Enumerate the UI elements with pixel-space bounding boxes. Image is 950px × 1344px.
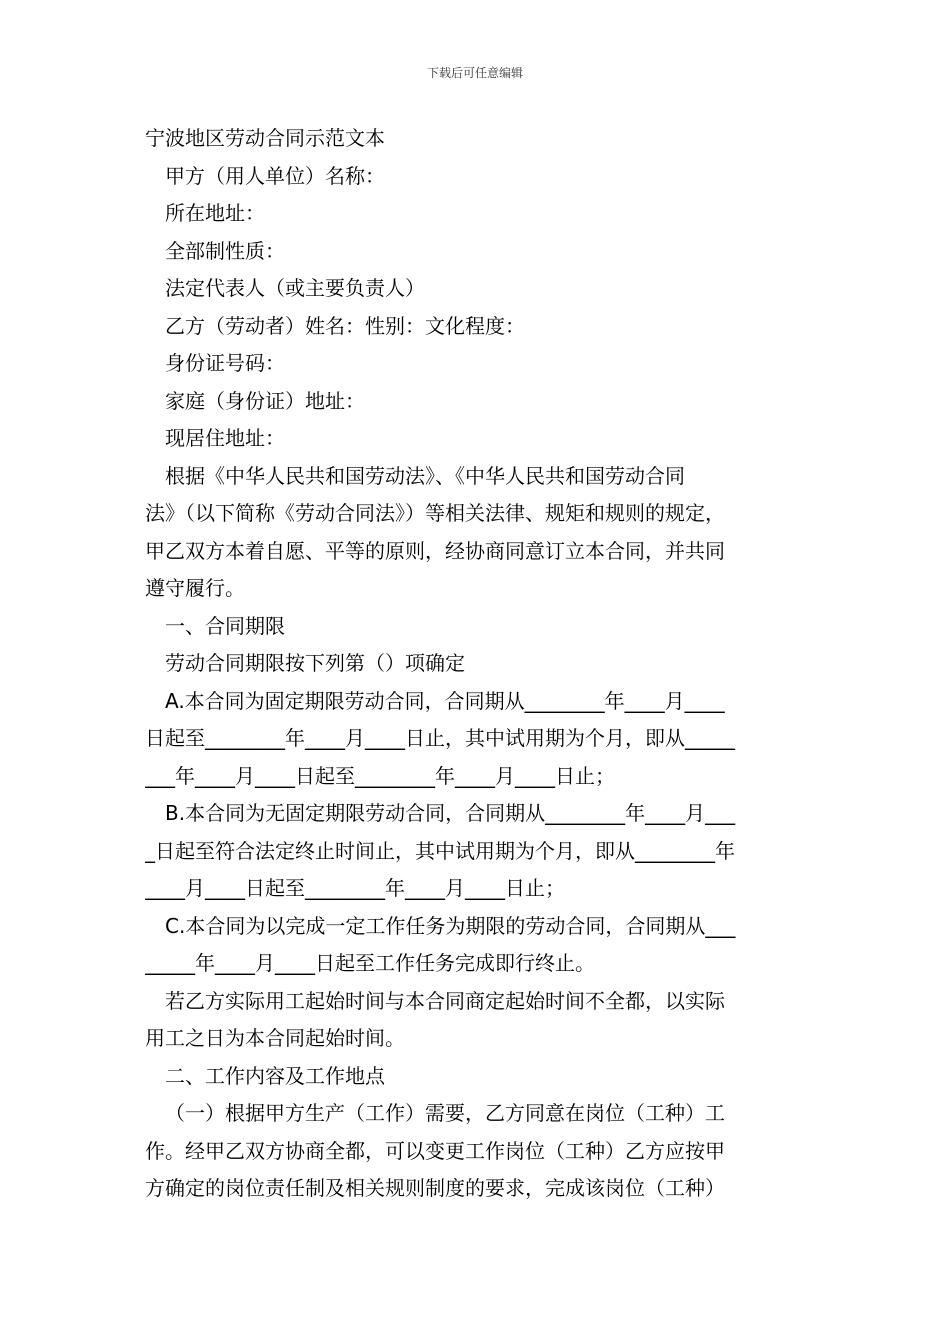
option-b-line: _日起至符合法定终止时间止，其中试用期为个月，即从________年	[145, 838, 735, 863]
field-id-number: 身份证号码：	[165, 351, 285, 375]
field-home-address: 家庭（身份证）地址：	[165, 388, 365, 413]
paragraph-line: 劳动合同期限按下列第（）项确定	[165, 651, 465, 675]
option-c-line: _____年____月____日起至工作任务完成即行终止。	[145, 951, 595, 975]
section-heading-term: 一、合同期限	[165, 613, 285, 638]
paragraph-line: 法》（以下简称《劳动合同法》）等相关法律、规矩和规则的规定，	[145, 501, 725, 525]
paragraph-line: 作。经甲乙双方协商全都，可以变更工作岗位（工种）乙方应按甲	[145, 1138, 725, 1163]
field-legal-rep: 法定代表人（或主要负责人）	[165, 276, 425, 300]
field-ownership: 全部制性质：	[165, 238, 285, 263]
option-c-line: C.本合同为以完成一定工作任务为期限的劳动合同，合同期从___	[165, 913, 736, 938]
option-b-line: ____月____日起至________年____月____日止；	[145, 876, 565, 900]
section-heading-work: 二、工作内容及工作地点	[165, 1063, 385, 1088]
page-header-note: 下载后可任意编辑	[426, 66, 523, 80]
document-body	[145, 120, 815, 1208]
paragraph-line: 遵守履行。	[145, 576, 245, 600]
field-employer-name: 甲方（用人单位）名称：	[165, 163, 385, 188]
paragraph-line: 根据《中华人民共和国劳动法》、《中华人民共和国劳动合同	[165, 463, 685, 488]
field-address: 所在地址：	[165, 201, 265, 225]
field-current-address: 现居住地址：	[165, 426, 285, 450]
option-a-line: ___年____月____日起至________年____月____日止；	[145, 763, 615, 788]
option-a-line: A.本合同为固定期限劳动合同，合同期从________年____月____	[165, 688, 725, 713]
paragraph-line: 甲乙双方本着自愿、平等的原则，经协商同意订立本合同，并共同	[145, 538, 725, 563]
field-employee-info: 乙方（劳动者）姓名：性别：文化程度：	[165, 313, 525, 338]
document-title: 宁波地区劳动合同示范文本	[145, 126, 385, 150]
paragraph-line: （一）根据甲方生产（工作）需要，乙方同意在岗位（工种）工	[165, 1101, 725, 1125]
option-a-line: 日起至________年____月____日止，其中试用期为个月，即从_____	[145, 726, 735, 750]
paragraph-line: 方确定的岗位责任制及相关规则制度的要求，完成该岗位（工种）	[145, 1176, 725, 1200]
paragraph-line: 若乙方实际用工起始时间与本合同商定起始时间不全都，以实际	[165, 988, 725, 1013]
paragraph-line: 用工之日为本合同起始时间。	[145, 1026, 405, 1050]
option-b-line: B.本合同为无固定期限劳动合同，合同期从________年____月___	[165, 801, 736, 825]
